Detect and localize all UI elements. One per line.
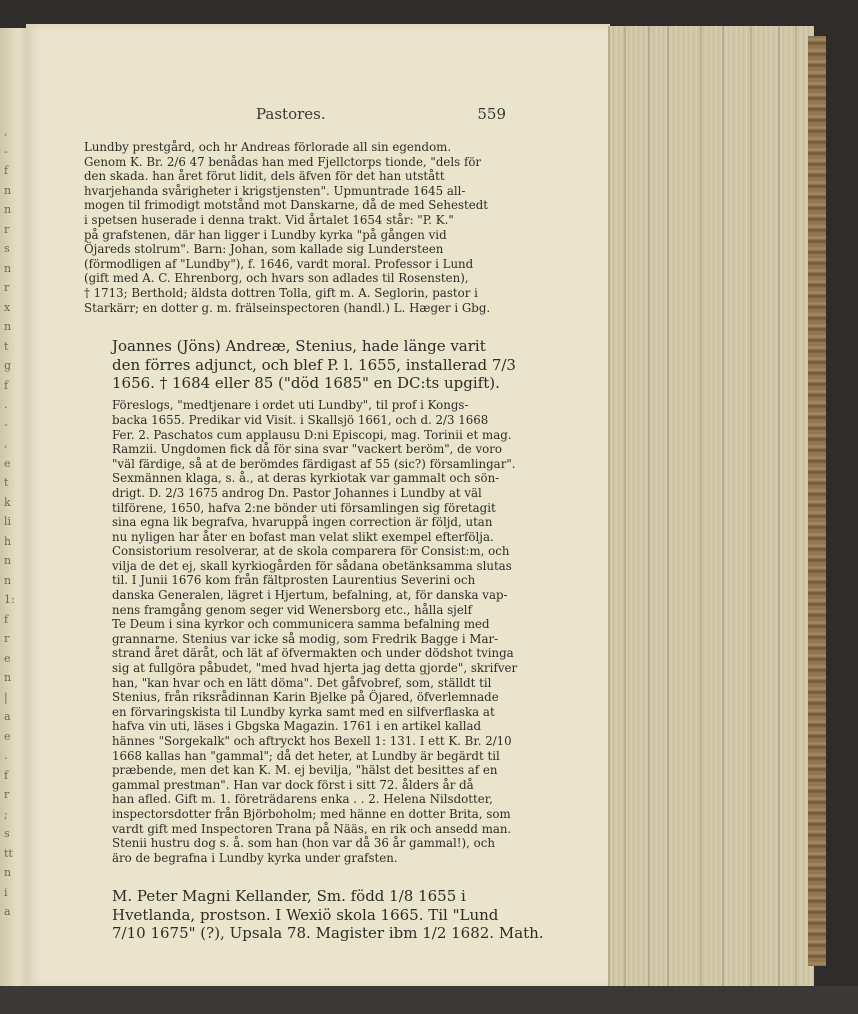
page-edge-band: [778, 26, 780, 986]
stenius-paragraph-line: Ramzii. Ungdomen fick då för sina svar "vackert beröm", de voro: [112, 442, 502, 457]
page-text: [84, 140, 544, 949]
stenius-paragraph-line: backa 1655. Predikar vid Visit. i Skallsjö 1661, och d. 2/3 1668: [112, 412, 489, 427]
stenius-paragraph-line: "väl färdige, så at de berömdes färdigast af 55 (sic?) församlingar".: [112, 456, 516, 471]
stenius-paragraph-line: Stenii hustru dog s. å. som han (hon var då 36 år gammal!), och: [112, 836, 495, 851]
margin-letter: a: [4, 710, 11, 723]
stenius-paragraph-line: äro de begrafna i Lundby kyrka under grafsten.: [112, 850, 398, 865]
stenius-paragraph-line: 1668 kallas han "gammal"; då det heter, at Lundby är begärdt til: [112, 748, 500, 763]
margin-letter: -: [4, 144, 8, 158]
page-edge-band: [667, 26, 669, 986]
margin-letter: k: [4, 495, 11, 509]
margin-letter: n: [4, 554, 12, 567]
margin-letter: n: [4, 671, 12, 684]
stenius-heading-line: Joannes (Jöns) Andreæ, Stenius, hade länge varit: [112, 337, 486, 356]
margin-letter: f: [4, 378, 9, 392]
margin-letter: a: [4, 905, 11, 918]
stenius-paragraph-line: gammal prestman". Han var dock först i sitt 72. ålders år då: [112, 777, 474, 792]
margin-letter: r: [4, 222, 10, 236]
margin-letter: e: [4, 651, 11, 665]
stenius-paragraph-line: til. I Junii 1676 kom från fältprosten Laurentius Severini och: [112, 573, 476, 588]
stenius-paragraph-line: Consistorium resolverar, at de skola comparera för Consist:m, och: [112, 544, 510, 559]
stenius-paragraph-line: en förvaringskista til Lundby kyrka samt med en silfverflaska at: [112, 704, 495, 719]
margin-letter: n: [4, 573, 12, 587]
stenius-paragraph-line: Stenius, från riksrådinnan Karin Bjelke på Öjared, öfverlemnade: [112, 690, 499, 705]
stenius-paragraph-line: præbende, men det kan K. M. ej bevilja, "hälst det besittes af en: [112, 763, 498, 778]
stenius-paragraph-line: nens framgång genom seger vid Wenersborg etc., hålla sjelf: [112, 602, 472, 617]
page-edge-band: [624, 26, 626, 986]
entry-joannes-stenius-heading: [84, 337, 516, 392]
stenius-paragraph-line: han, "kan hvar och en lätt döma". Det gåfvobref, som, ställdt til: [112, 675, 492, 690]
lundby-paragraph-line: på grafstenen, där han ligger i Lundby kyrka "på gången vid: [84, 227, 447, 242]
paragraph-lundby: [84, 140, 502, 315]
stenius-paragraph-line: hafva vin uti, läses i Gbgska Magazin. 1761 i en artikel kallad: [112, 719, 482, 734]
stenius-paragraph-line: sina egna lik begrafva, hvaruppå ingen correction är följd, utan: [112, 515, 493, 530]
stenius-paragraph-line: hännes "Sorgekalk" och aftryckt hos Bexell 1: 131. I ett K. Br. 2/10: [112, 734, 512, 748]
stenius-paragraph-line: drigt. D. 2/3 1675 androg Dn. Pastor Johannes i Lundby at väl: [112, 485, 482, 500]
lundby-paragraph-line: Genom K. Br. 2/6 47 benådas han med Fjellctorps tionde, "dels för: [84, 154, 482, 169]
margin-letter: 1:: [4, 593, 15, 606]
stenius-paragraph-line: grannarne. Stenius var icke så modig, som Fredrik Bagge i Mar-: [112, 631, 499, 646]
page-edge-band: [648, 26, 650, 986]
kellander-heading-line: M. Peter Magni Kellander, Sm. född 1/8 1655 i: [112, 887, 466, 906]
stenius-paragraph-line: Föreslogs, "medtjenare i ordet uti Lundby", til prof i Kongs-: [112, 398, 469, 413]
margin-letter: f: [4, 768, 9, 782]
stenius-paragraph-line: nu nyligen har åter en bofast man velat slikt exempel efterfölja.: [112, 529, 494, 544]
stenius-paragraph-line: strand året däråt, och lät af öfvermakten och under dödshot tvinga: [112, 646, 514, 661]
running-title: Pastores.: [256, 105, 326, 123]
margin-letter: x: [4, 300, 11, 314]
lundby-paragraph-line: † 1713; Berthold; äldsta dottren Tolla, gift m. A. Seglorin, pastor i: [84, 285, 478, 300]
lundby-paragraph-line: hvarjehanda svårigheter i krigstjensten". Upmuntrade 1645 all-: [84, 183, 466, 198]
margin-letter: ,: [4, 125, 8, 138]
stenius-paragraph-line: danska Generalen, lägret i Hjertum, befalning, at, för danska vap-: [112, 588, 508, 603]
margin-letter: tt: [4, 846, 13, 860]
book-page: [26, 24, 610, 988]
stenius-paragraph-line: sig at fullgöra påbudet, "med hvad hjerta jag detta gjorde", skrifver: [112, 661, 518, 676]
margin-letter: s: [4, 242, 10, 255]
stenius-paragraph-line: han afled. Gift m. 1. företrädarens enka . . 2. Helena Nilsdotter,: [112, 792, 493, 807]
margin-letter: .: [4, 398, 8, 411]
margin-letter: r: [4, 281, 10, 294]
lundby-paragraph-line: Starkärr; en dotter g. m. frälseinspectoren (handl.) L. Hæger i Gbg.: [84, 300, 491, 315]
lundby-paragraph-line: mogen til frimodigt motstånd mot Danskarne, då de med Sehestedt: [84, 198, 489, 213]
margin-letter: n: [4, 261, 12, 275]
page-edge-band: [700, 26, 702, 986]
margin-letter: -: [4, 417, 8, 431]
stenius-heading-line: 1656. † 1684 eller 85 ("död 1685" en DC:ts upgift).: [112, 373, 500, 392]
margin-letter: |: [4, 690, 8, 704]
margin-letter: e: [4, 729, 11, 743]
entry-peter-kellander-heading: [84, 887, 544, 943]
margin-letter: n: [4, 320, 12, 333]
book-cover-edge: [808, 36, 826, 966]
page-number: 559: [477, 105, 506, 123]
lundby-paragraph-line: (förmodligen af "Lundby"), f. 1646, vardt moral. Professor i Lund: [84, 256, 474, 271]
lundby-paragraph-line: (gift med A. C. Ehrenborg, och hvars son adlades til Rosensten),: [84, 271, 469, 286]
stenius-paragraph-line: tilförene, 1650, hafva 2:ne bönder uti församlingen sig företagit: [112, 500, 496, 515]
page-edge-band: [722, 26, 724, 986]
margin-letter: .: [4, 749, 8, 762]
stenius-paragraph-line: Sexmännen klaga, s. å., at deras kyrkiotak var gammalt och sön-: [112, 471, 500, 486]
margin-letter: r: [4, 632, 10, 645]
margin-letter: h: [4, 534, 12, 548]
margin-letter: f: [4, 612, 9, 626]
paragraph-stenius: [84, 398, 518, 865]
margin-letter: e: [4, 456, 11, 470]
margin-letter: g: [4, 359, 12, 372]
margin-letter: t: [4, 339, 9, 353]
running-head: [66, 79, 506, 123]
kellander-heading-line: 7/10 1675" (?), Upsala 78. Magister ibm 1/2 1682. Math.: [112, 924, 544, 943]
page-edge-band: [750, 26, 752, 986]
lundby-paragraph-line: Lundby prestgård, och hr Andreas förlorade all sin egendom.: [84, 140, 452, 154]
margin-letter: i: [4, 885, 8, 899]
margin-letter: f: [4, 164, 9, 177]
lundby-paragraph-line: i spetsen huserade i denna trakt. Vid årtalet 1654 står: "P. K.": [84, 212, 454, 227]
margin-letter: r: [4, 788, 10, 801]
scan-background: [0, 986, 858, 1014]
previous-page-edge: [0, 28, 27, 986]
stenius-paragraph-line: Te Deum i sina kyrkor och communicera samma befalning med: [112, 617, 490, 632]
margin-letter: li: [4, 515, 12, 528]
stenius-paragraph-line: vardt gift med Inspectoren Trana på Nääs, en rik och ansedd man.: [112, 821, 512, 836]
margin-letter: s: [4, 827, 10, 840]
margin-letter: n: [4, 183, 12, 197]
stenius-paragraph-line: Fer. 2. Paschatos cum applausu D:ni Episcopi, mag. Torinii et mag.: [112, 427, 512, 442]
stenius-paragraph-line: vilja de det ej, skall kyrkiogården för sådana obetänksamma slutas: [112, 558, 512, 573]
margin-letter: ,: [4, 437, 8, 450]
lundby-paragraph-line: den skada. han året förut lidit, dels äfven för det han utstått: [84, 169, 445, 184]
stenius-paragraph-line: inspectorsdotter från Björboholm; med hänne en dotter Brita, som: [112, 806, 511, 821]
margin-letter: ;: [4, 807, 8, 821]
margin-letter: n: [4, 866, 12, 879]
kellander-heading-line: Hvetlanda, prostson. I Wexiö skola 1665. Til "Lund: [112, 905, 499, 924]
lundby-paragraph-line: Öjareds stolrum". Barn: Johan, som kallade sig Lundersteen: [84, 242, 444, 257]
margin-letter: n: [4, 203, 12, 216]
page-stack-edge: [608, 26, 814, 986]
stenius-heading-line: den förres adjunct, och blef P. l. 1655, installerad 7/3: [112, 355, 516, 374]
page-edge-band: [795, 26, 797, 986]
margin-letter: t: [4, 476, 9, 489]
